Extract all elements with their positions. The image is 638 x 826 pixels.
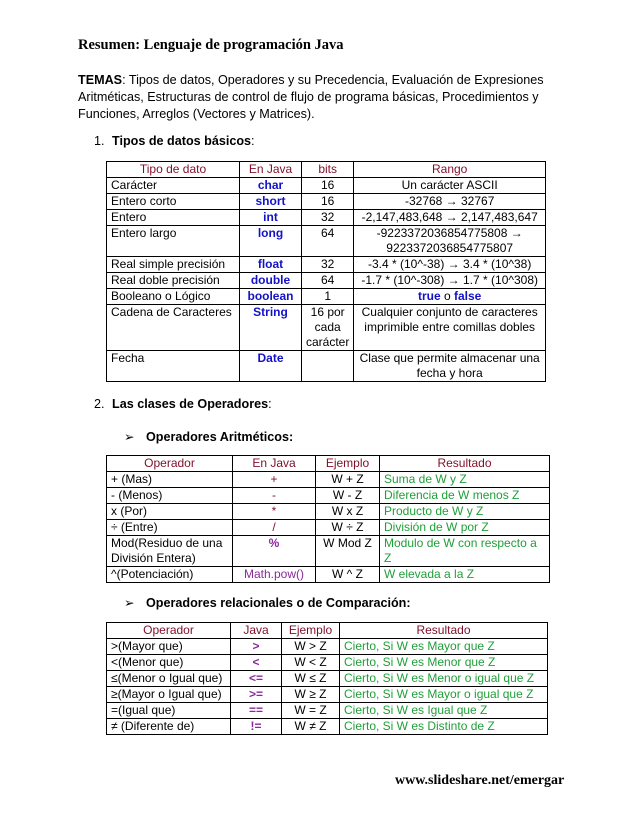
type-cell: Entero (107, 210, 240, 226)
java-cell: float (240, 257, 302, 273)
example-cell: W ≠ Z (282, 719, 340, 735)
operator-cell: + (Mas) (107, 472, 233, 488)
type-cell: Entero corto (107, 194, 240, 210)
table-row (107, 639, 548, 655)
result-cell: División de W por Z (380, 520, 550, 536)
java-cell: > (231, 639, 282, 655)
operator-cell: <(Menor que) (107, 655, 231, 671)
range-cell: -32768 → 32767 (354, 194, 546, 210)
table-row (107, 488, 550, 504)
range-cell: -2,147,483,648 → 2,147,483,647 (354, 210, 546, 226)
bits-cell (302, 351, 354, 382)
table-row (107, 257, 546, 273)
header-cell: En Java (233, 456, 316, 472)
result-cell: Cierto, Si W es Igual que Z (340, 703, 548, 719)
operator-cell: ≠ (Diferente de) (107, 719, 231, 735)
java-cell: Math.pow() (233, 567, 316, 583)
table-row (107, 194, 546, 210)
bits-cell: 64 (302, 226, 354, 257)
result-cell: Cierto, Si W es Menor que Z (340, 655, 548, 671)
example-cell: W ≤ Z (282, 671, 340, 687)
table-row (107, 504, 550, 520)
footer-url: www.slideshare.net/emergar (395, 773, 565, 788)
type-cell: Real doble precisión (107, 273, 240, 289)
types-table (106, 161, 546, 382)
java-cell: <= (231, 671, 282, 687)
java-cell: % (233, 536, 316, 567)
example-cell: W ≥ Z (282, 687, 340, 703)
example-cell: W = Z (282, 703, 340, 719)
type-cell: Carácter (107, 178, 240, 194)
java-cell: String (240, 305, 302, 351)
table-row (107, 351, 546, 382)
arith-table (106, 455, 550, 583)
java-cell: < (231, 655, 282, 671)
java-cell: * (233, 504, 316, 520)
java-cell: double (240, 273, 302, 289)
java-cell: boolean (240, 289, 302, 305)
operator-cell: - (Menos) (107, 488, 233, 504)
operator-cell: Mod(Residuo de una División Entera) (107, 536, 233, 567)
table-header-row (107, 623, 548, 639)
header-cell: Ejemplo (316, 456, 380, 472)
range-cell: Clase que permite almacenar una fecha y hora (354, 351, 546, 382)
java-cell: Date (240, 351, 302, 382)
table-row (107, 703, 548, 719)
header-cell: Ejemplo (282, 623, 340, 639)
example-cell: W + Z (316, 472, 380, 488)
example-cell: W - Z (316, 488, 380, 504)
java-cell: short (240, 194, 302, 210)
range-cell: -3.4 * (10^-38) → 3.4 * (10^38) (354, 257, 546, 273)
header-cell: Java (231, 623, 282, 639)
header-cell: Resultado (340, 623, 548, 639)
example-cell: W > Z (282, 639, 340, 655)
range-cell: Cualquier conjunto de caracteres imprimible entre comillas dobles (354, 305, 546, 351)
header-cell: En Java (240, 162, 302, 178)
rel-heading (124, 595, 411, 610)
temas-text: : Tipos de datos, Operadores y su Precedencia, Evaluación de Expresiones Aritméticas, Estructuras de control de flujo de programa básicas, Procedimientos y Funciones, Arreglos (Vectores y Matrices). (78, 73, 544, 121)
section-number: 1. (94, 134, 105, 148)
table-row (107, 472, 550, 488)
intro-paragraph (78, 72, 578, 123)
section-title: Las clases de Operadores (112, 397, 269, 411)
document-title: Resumen: Lenguaje de programación Java (78, 37, 344, 53)
bits-cell: 16 (302, 178, 354, 194)
section-title: Tipos de datos básicos (112, 134, 252, 148)
range-cell: true o false (354, 289, 546, 305)
header-cell: Tipo de dato (107, 162, 240, 178)
result-cell: Modulo de W con respecto a Z (380, 536, 550, 567)
operator-cell: >(Mayor que) (107, 639, 231, 655)
table-row (107, 289, 546, 305)
table-row (107, 210, 546, 226)
java-cell: char (240, 178, 302, 194)
range-cell: Un carácter ASCII (354, 178, 546, 194)
java-cell: long (240, 226, 302, 257)
table-row (107, 655, 548, 671)
rel-title: Operadores relacionales o de Comparación: (146, 596, 411, 610)
table-row (107, 719, 548, 735)
table-row (107, 178, 546, 194)
example-cell: W Mod Z (316, 536, 380, 567)
example-cell: W ^ Z (316, 567, 380, 583)
section-2-heading: 2. Las clases de Operadores: (94, 397, 272, 411)
table-row (107, 305, 546, 351)
arith-title: Operadores Aritméticos: (146, 430, 294, 444)
example-cell: W ÷ Z (316, 520, 380, 536)
type-cell: Booleano o Lógico (107, 289, 240, 305)
type-cell: Cadena de Caracteres (107, 305, 240, 351)
arith-heading (124, 429, 293, 444)
table-row (107, 273, 546, 289)
header-cell: Operador (107, 456, 233, 472)
header-cell: Resultado (380, 456, 550, 472)
type-cell: Real simple precisión (107, 257, 240, 273)
true-keyword: true (417, 289, 441, 303)
table-row (107, 687, 548, 703)
bits-cell: 32 (302, 257, 354, 273)
bullet-arrow-icon: ➢ (124, 596, 135, 610)
bits-cell: 32 (302, 210, 354, 226)
temas-label: TEMAS (78, 73, 123, 87)
operator-cell: ^(Potenciación) (107, 567, 233, 583)
result-cell: Cierto, Si W es Mayor o igual que Z (340, 687, 548, 703)
bullet-arrow-icon: ➢ (124, 430, 135, 444)
java-cell: + (233, 472, 316, 488)
section-1-heading: 1. Tipos de datos básicos: (94, 134, 255, 148)
bits-cell: 1 (302, 289, 354, 305)
operator-cell: =(Igual que) (107, 703, 231, 719)
bits-cell: 16 por cada carácter (302, 305, 354, 351)
java-cell: / (233, 520, 316, 536)
table-header-row (107, 162, 546, 178)
range-cell: -1.7 * (10^-308) → 1.7 * (10^308) (354, 273, 546, 289)
false-keyword: false (454, 289, 482, 303)
type-cell: Entero largo (107, 226, 240, 257)
section-number: 2. (94, 397, 105, 411)
operator-cell: x (Por) (107, 504, 233, 520)
table-header-row (107, 456, 550, 472)
result-cell: W elevada a la Z (380, 567, 550, 583)
table-row (107, 520, 550, 536)
java-cell: == (231, 703, 282, 719)
result-cell: Cierto, Si W es Distinto de Z (340, 719, 548, 735)
bits-cell: 16 (302, 194, 354, 210)
header-cell: Rango (354, 162, 546, 178)
java-cell: int (240, 210, 302, 226)
example-cell: W x Z (316, 504, 380, 520)
rel-table (106, 622, 548, 735)
header-cell: bits (302, 162, 354, 178)
table-row (107, 536, 550, 567)
example-cell: W < Z (282, 655, 340, 671)
java-cell: >= (231, 687, 282, 703)
type-cell: Fecha (107, 351, 240, 382)
operator-cell: ≤(Menor o Igual que) (107, 671, 231, 687)
result-cell: Diferencia de W menos Z (380, 488, 550, 504)
table-row (107, 671, 548, 687)
table-row (107, 567, 550, 583)
header-cell: Operador (107, 623, 231, 639)
java-cell: - (233, 488, 316, 504)
table-row (107, 226, 546, 257)
operator-cell: ≥(Mayor o Igual que) (107, 687, 231, 703)
result-cell: Cierto, Si W es Menor o igual que Z (340, 671, 548, 687)
result-cell: Suma de W y Z (380, 472, 550, 488)
java-cell: != (231, 719, 282, 735)
bits-cell: 64 (302, 273, 354, 289)
operator-cell: ÷ (Entre) (107, 520, 233, 536)
range-cell: -9223372036854775808 → 9223372036854775807 (354, 226, 546, 257)
result-cell: Cierto, Si W es Mayor que Z (340, 639, 548, 655)
result-cell: Producto de W y Z (380, 504, 550, 520)
